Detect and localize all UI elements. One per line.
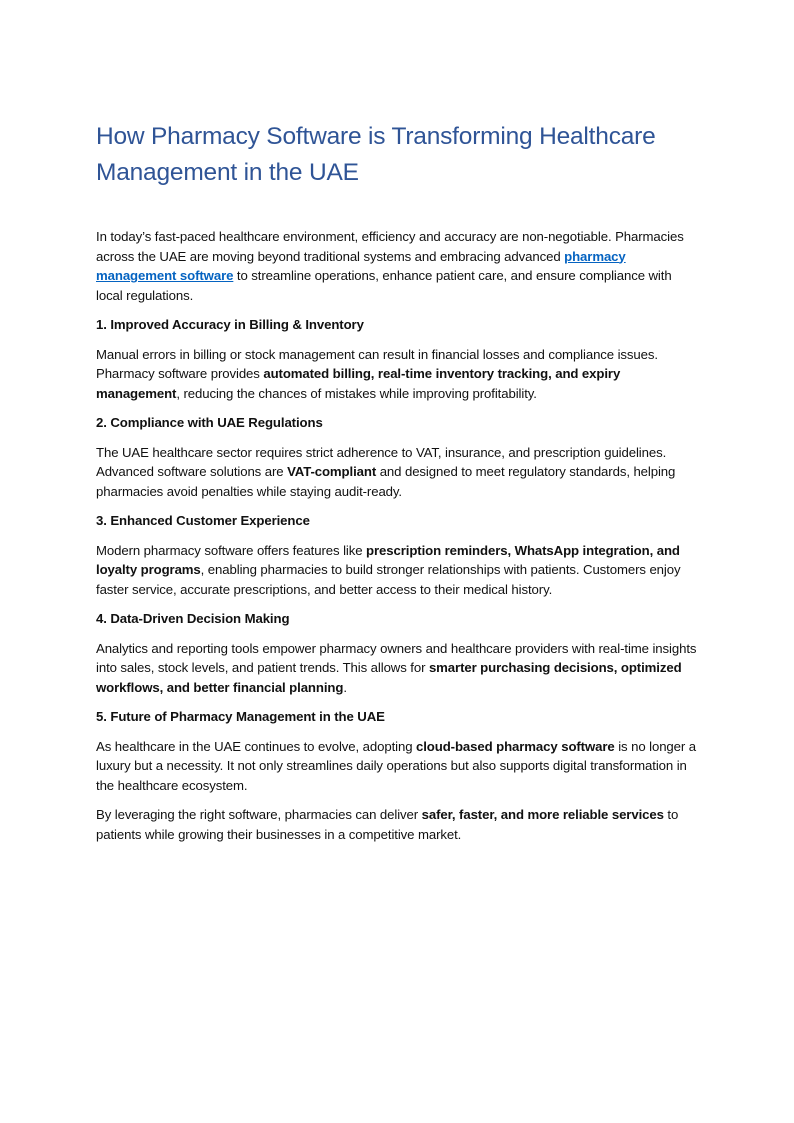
section-3-text-1: Modern pharmacy software offers features like	[96, 542, 367, 558]
section-3-bold: prescription reminders, WhatsApp integration, and loyalty programs	[96, 542, 680, 577]
intro-text-1: In today’s fast-paced healthcare environment, efficiency and accuracy are non-negotiable. Pharmacies across the UAE are moving beyond traditional systems and embracing advanced	[96, 229, 684, 264]
section-3-paragraph	[96, 541, 698, 600]
closing-text-2: to patients while growing their businesses in a competitive market.	[96, 807, 679, 842]
section-2-heading: 2. Compliance with UAE Regulations	[96, 415, 323, 430]
document-title: How Pharmacy Software is Transforming Healthcare Management in the UAE	[96, 123, 656, 186]
section-5-bold: cloud-based pharmacy software	[416, 738, 615, 754]
section-1-text-2: , reducing the chances of mistakes while improving profitability.	[176, 385, 537, 401]
section-2-bold: VAT-compliant	[287, 464, 377, 479]
section-1-heading: 1. Improved Accuracy in Billing & Inventory	[96, 317, 364, 332]
intro-paragraph	[96, 227, 698, 305]
pharmacy-software-link[interactable]: pharmacy management software	[96, 248, 626, 283]
document-page	[96, 119, 698, 854]
section-2-text-1: The UAE healthcare sector requires strict adherence to VAT, insurance, and prescription guidelines. Advanced software solutions are	[96, 444, 667, 479]
section-1-bold: automated billing, real-time inventory tracking, and expiry management	[96, 366, 621, 401]
section-4-paragraph	[96, 639, 698, 698]
section-3-heading: 3. Enhanced Customer Experience	[96, 513, 310, 528]
section-4-text-1: Analytics and reporting tools empower pharmacy owners and healthcare providers with real-time insights into sales, stock levels, and patient trends. This allows for	[96, 640, 697, 675]
section-3-text-2: , enabling pharmacies to build stronger relationships with patients. Customers enjoy faster service, accurate prescriptions, and better access to their medical history.	[96, 562, 681, 597]
section-1-paragraph	[96, 345, 698, 404]
section-4-text-2: .	[343, 679, 347, 695]
section-1-text-1: Manual errors in billing or stock management can result in financial losses and compliance issues. Pharmacy software provides	[96, 346, 658, 381]
intro-text-2: to streamline operations, enhance patient care, and ensure compliance with local regulations.	[96, 268, 672, 303]
closing-text-1: By leveraging the right software, pharmacies can deliver	[96, 807, 422, 822]
closing-bold: safer, faster, and more reliable services	[421, 807, 664, 822]
document-body	[96, 227, 698, 844]
section-5-text-1: As healthcare in the UAE continues to evolve, adopting	[96, 738, 416, 754]
section-4-heading: 4. Data-Driven Decision Making	[96, 611, 290, 626]
section-5-heading: 5. Future of Pharmacy Management in the UAE	[96, 709, 385, 724]
section-4-bold: smarter purchasing decisions, optimized workflows, and better financial planning	[96, 660, 682, 695]
section-5-text-2: is no longer a luxury but a necessity. It not only streamlines daily operations but also supports digital transformation in the healthcare ecosystem.	[96, 738, 696, 793]
section-2-text-2: and designed to meet regulatory standards, helping pharmacies avoid penalties while staying audit-ready.	[96, 464, 676, 499]
section-2-paragraph	[96, 443, 698, 502]
closing-paragraph	[96, 805, 698, 844]
section-5-paragraph	[96, 737, 698, 796]
